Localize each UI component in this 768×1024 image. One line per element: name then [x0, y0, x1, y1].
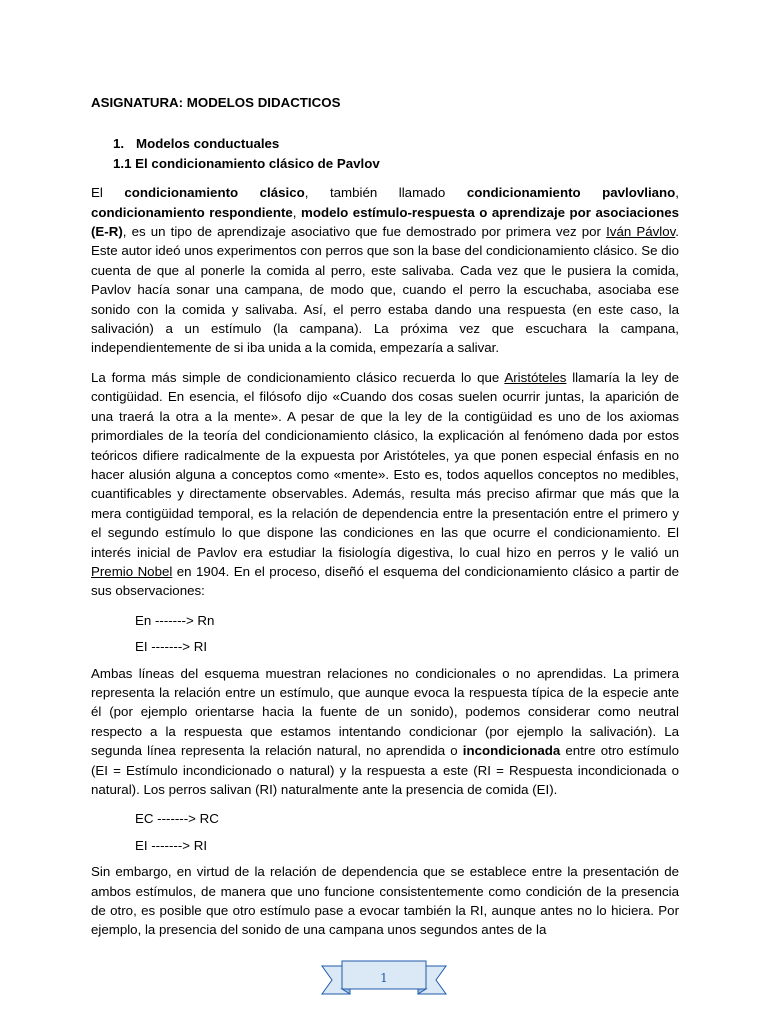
subsection-heading: 1.1 El condicionamiento clásico de Pavlov [113, 155, 380, 171]
page-title: ASIGNATURA: MODELOS DIDACTICOS [91, 95, 341, 110]
text-run: , [675, 185, 679, 201]
text-run: , [292, 204, 301, 220]
link-aristoteles[interactable]: Aristóteles [504, 369, 567, 385]
bold-term: incondicionada [462, 743, 561, 759]
page-number: 1 [380, 971, 388, 985]
text-run: en 1904. En el proceso, diseñó el esquema del condicionamiento clásico a partir de sus observaciones: [91, 563, 680, 599]
text-run: El [91, 185, 125, 201]
bold-term: condicionamiento clásico [124, 185, 305, 201]
text-run: . Este autor ideó unos experimentos con perros que son la base del condicionamiento clásico. Se dio cuenta de que al ponerle la comida al perro, este salivaba. Cada vez que le pusiera la comida, Pavlov hacía sonar una campana, de modo que, cuando el perro la escuchaba, asociaba ese sonido con la comida y salivaba. Así, el perro estaba dando una respuesta (en este caso, la salivación) a un estímulo (la campana). La próxima vez que escuchara la campana, independientemente de si iba unida a la comida, empezaría a salivar. [91, 224, 679, 356]
bold-term: condicionamiento respondiente [91, 204, 293, 220]
text-run: llamaría la ley de contigüidad. En esencia, el filósofo dijo «Cuando dos cosas suelen ocurrir juntas, la aparición de una traerá la otra a la mente». A pesar de que la ley de la contigüidad es uno de los axiomas primordiales de la teoría del condicionamiento clásico, la explicación al fenómeno dada por estos teóricos difiere radicalmente de la expuesta por Aristóteles, ya que ponen especial énfasis en no hacer alusión alguna a conceptos como «mente». Esto es, todos aquellos conceptos no medibles, cuantificables y directamente observables. Además, resulta más preciso afirmar que más que la mera contigüidad temporal, es la relación de dependencia entre la presentación entre el primero y el segundo estímulo lo que dispone las condiciones en las que ocurre el condicionamiento. El interés inicial de Pavlov era estudiar la fisiología digestiva, lo cual hizo en perros y le valió un [91, 369, 679, 560]
text-run: entre otro estímulo (EI = Estímulo incondicionado o natural) y la respuesta a este (RI = Respuesta incondicionada o natural). Los perros salivan (RI) naturalmente ante la presencia de comida (EI). [91, 743, 679, 797]
scheme-line: En -------> Rn [135, 612, 215, 628]
page-footer [320, 958, 448, 998]
link-premio-nobel[interactable]: Premio Nobel [91, 563, 173, 579]
link-ivan-pavlov[interactable]: Iván Pávlov [606, 224, 676, 240]
section-number: 1. [113, 136, 125, 152]
scheme-line: EI -------> RI [135, 837, 208, 853]
bold-term: condicionamiento pavlovliano [466, 185, 676, 201]
section-heading-text: Modelos conductuales [136, 136, 280, 152]
paragraph-4: Sin embargo, en virtud de la relación de dependencia que se establece entre la presentación de ambos estímulos, de manera que uno funcione consistentemente como condición de la presencia de otro, es posible que otro estímulo pase a evocar también la RI, aunque antes no lo hiciera. Por ejemplo, la presencia del sonido de una campana unos segundos antes de la [91, 864, 679, 938]
document-body [91, 93, 679, 950]
bold-term: modelo estímulo-respuesta o aprendizaje por asociaciones (E-R) [91, 204, 680, 240]
scheme-line: EI -------> RI [135, 639, 208, 655]
paragraph-3 [91, 664, 679, 800]
paragraph-1 [91, 183, 679, 358]
section-heading [113, 134, 679, 153]
text-run: , es un tipo de aprendizaje asociativo que fue demostrado por primera vez por [122, 224, 607, 240]
text-run: La forma más simple de condicionamiento clásico recuerda lo que [91, 369, 505, 385]
text-run: Ambas líneas del esquema muestran relaciones no condicionales o no aprendidas. La primera representa la relación entre un estímulo, que aunque evoca la respuesta típica de la especie ante él (por ejemplo orientarse hacia la fuente de un sonido), podemos considerar como neutral respecto a la respuesta que estamos intentando condicionar (por ejemplo la salivación). La segunda línea representa la relación natural, no aprendida o [91, 665, 679, 759]
text-run: , también llamado [304, 185, 467, 201]
paragraph-2 [91, 368, 679, 601]
scheme-line: EC -------> RC [135, 811, 219, 827]
